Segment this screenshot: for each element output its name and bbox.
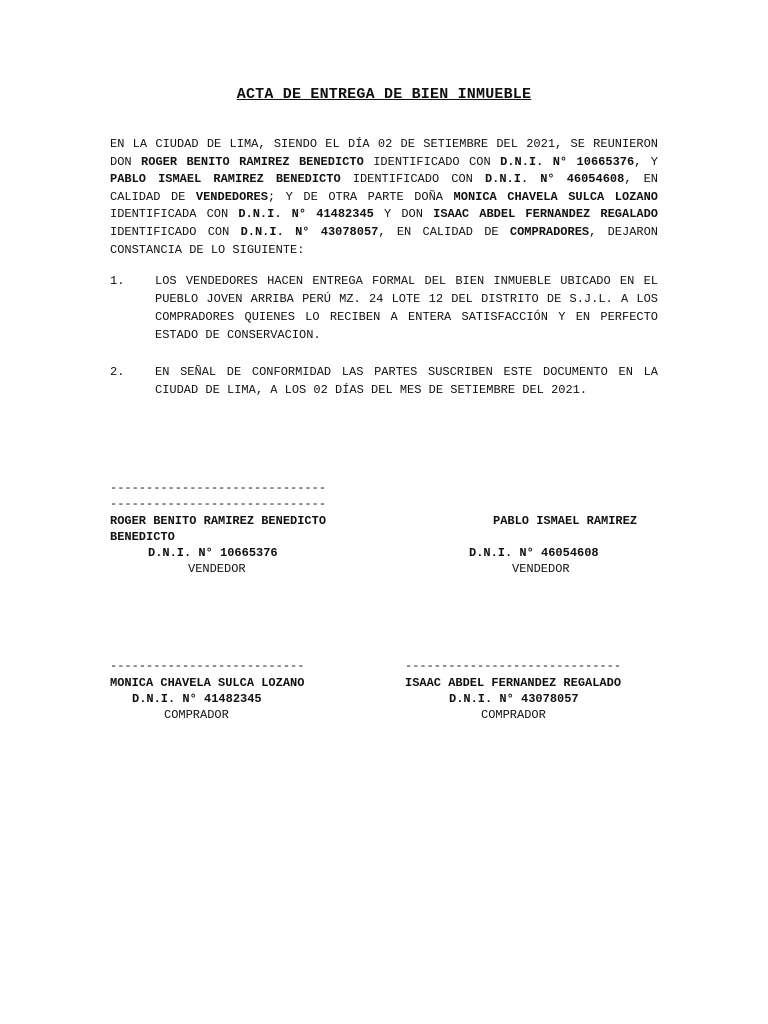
intro-text: IDENTIFICADO CON <box>340 172 485 187</box>
seller-dni-1: D.N.I. N° 10665376 <box>500 154 635 169</box>
buyer-dni-1: D.N.I. N° 41482345 <box>238 207 374 222</box>
document-title: ACTA DE ENTREGA DE BIEN INMUEBLE <box>236 86 532 103</box>
clause-number: 2. <box>110 365 125 379</box>
intro-text: , DEJARON CONSTANCIA DE LO SIGUIENTE: <box>110 224 658 257</box>
buyer-2-signature-name: ISAAC ABDEL FERNANDEZ REGALADO <box>405 676 622 690</box>
buyer-dni-2: D.N.I. N° 43078057 <box>240 224 379 239</box>
signature-line: --------------------------- <box>110 659 305 673</box>
signature-line: ------------------------------ <box>405 659 622 673</box>
seller-dni-2: D.N.I. N° 46054608 <box>484 172 625 187</box>
intro-text: IDENTIFICADO CON <box>110 224 241 239</box>
buyer-name-1: MONICA CHAVELA SULCA LOZANO <box>453 189 658 204</box>
clause-text: LOS VENDEDORES HACEN ENTREGA FORMAL DEL BIEN INMUEBLE UBICADO EN EL PUEBLO JOVEN ARRIBA PERÚ MZ. 24 LOTE 12 DEL DISTRITO DE S.J.L. A LOS COMPRADORES QUIENES LO RECIBEN A ENTERA SATISFACCIÓN Y EN PERFECTO ESTADO DE CONSERVACION. <box>155 274 658 342</box>
intro-paragraph <box>110 136 658 259</box>
seller-2-signature-name: PABLO ISMAEL RAMIREZ <box>493 514 638 528</box>
intro-text: , EN CALIDAD DE <box>378 224 510 239</box>
signature-line: ------------------------------ <box>110 497 327 511</box>
buyer-name-2: ISAAC ABDEL FERNANDEZ REGALADO <box>433 207 659 222</box>
intro-text: Y DON <box>373 207 434 222</box>
seller-2-signature-role: VENDEDOR <box>512 562 570 576</box>
seller-2-signature-dni: D.N.I. N° 46054608 <box>469 546 599 560</box>
buyer-2-signature-dni: D.N.I. N° 43078057 <box>449 692 579 706</box>
intro-text: IDENTIFICADA CON <box>110 207 239 222</box>
buyer-1-signature-dni: D.N.I. N° 41482345 <box>132 692 262 706</box>
seller-name-1: ROGER BENITO RAMIREZ BENEDICTO <box>141 154 364 169</box>
clause-text: EN SEÑAL DE CONFORMIDAD LAS PARTES SUSCRIBEN ESTE DOCUMENTO EN LA CIUDAD DE LIMA, A LOS 02 DÍAS DEL MES DE SETIEMBRE DEL 2021. <box>155 365 658 397</box>
intro-text: ; Y DE OTRA PARTE DOÑA <box>267 189 454 204</box>
role-buyers: COMPRADORES <box>509 224 590 239</box>
intro-text: , Y <box>634 154 659 169</box>
seller-1-signature-role: VENDEDOR <box>188 562 246 576</box>
clause-2 <box>110 363 658 399</box>
clause-number: 1. <box>110 274 125 288</box>
seller-1-signature-name-cont: BENEDICTO <box>110 530 175 544</box>
buyer-2-signature-role: COMPRADOR <box>481 708 546 722</box>
intro-text: , EN CALIDAD DE <box>110 172 658 204</box>
intro-text: EN LA CIUDAD DE LIMA, SIENDO EL DÍA 02 DE SETIEMBRE DEL 2021, SE REUNIERON DON <box>110 137 658 169</box>
signature-line: ------------------------------ <box>110 481 327 495</box>
buyer-1-signature-role: COMPRADOR <box>164 708 229 722</box>
intro-text: IDENTIFICADO CON <box>363 154 501 169</box>
seller-1-signature-dni: D.N.I. N° 10665376 <box>148 546 278 560</box>
clause-1 <box>110 272 658 344</box>
role-sellers: VENDEDORES <box>195 189 268 204</box>
buyer-1-signature-name: MONICA CHAVELA SULCA LOZANO <box>110 676 305 690</box>
seller-1-signature-name: ROGER BENITO RAMIREZ BENEDICTO <box>110 514 327 528</box>
seller-name-2: PABLO ISMAEL RAMIREZ BENEDICTO <box>110 172 341 187</box>
